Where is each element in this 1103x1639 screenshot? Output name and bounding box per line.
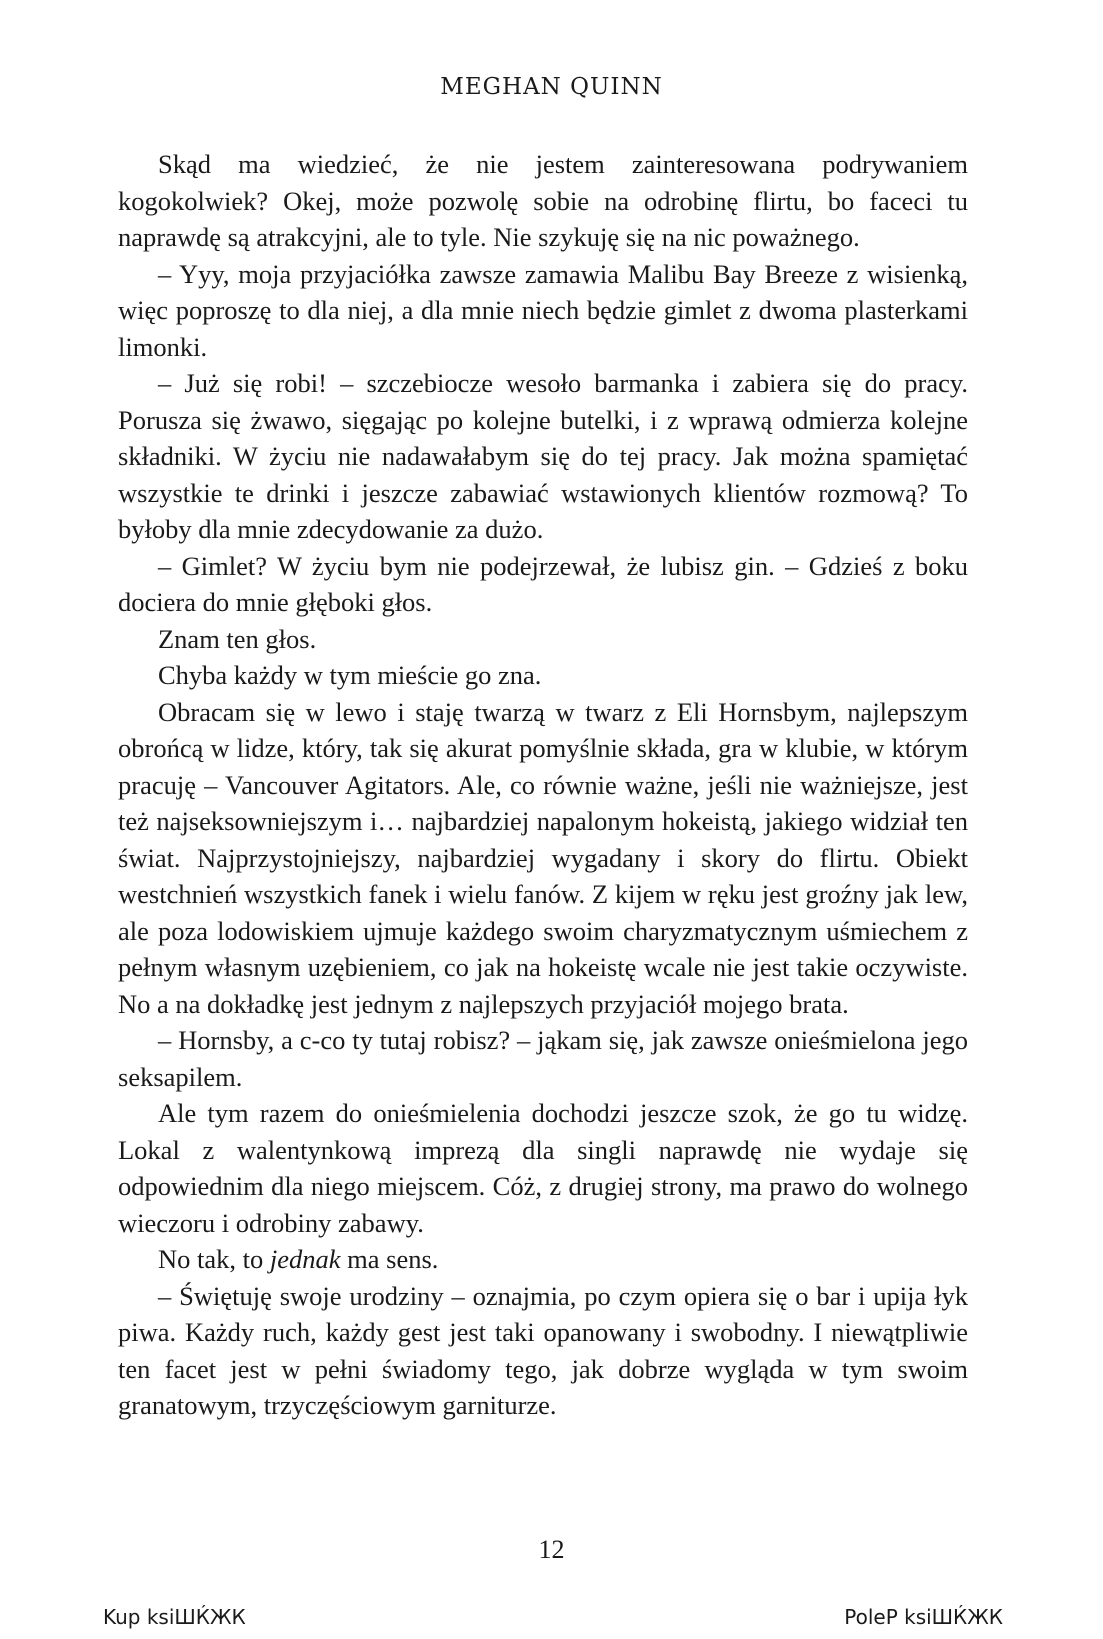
paragraph: – Już się robi! – szczebiocze wesoło barmanka i zabiera się do pracy. Porusza się żwawo, sięgając po kolejne butelki, i z wprawą odmierza kolejne składniki. W życiu nie nadawałabym się do tej pracy. Jak można spamiętać wszystkie te drinki i jeszcze zabawiać wstawionych klientów rozmową? To byłoby dla mnie zdecydowanie za dużo.	[118, 368, 968, 544]
page-number: 12	[538, 1535, 565, 1564]
paragraph-text: No tak, to	[158, 1244, 270, 1274]
paragraph: Ale tym razem do onieśmielenia dochodzi jeszcze szok, że go tu widzę. Lokal z walentynkową imprezą dla singli naprawdę nie wydaje się odpowiednim dla niego miejscem. Cóż, z drugiej strony, ma prawo do wolnego wieczoru i odrobiny zabawy.	[118, 1098, 968, 1238]
paragraph: – Świętuję swoje urodziny – oznajmia, po czym opiera się o bar i upija łyk piwa. Każdy ruch, każdy gest jest taki opanowany i swobodny. I niewątpliwie ten facet jest w pełni świadomy tego, jak dobrze wygląda w tym swoim granatowym, trzyczęściowym garniturze.	[118, 1280, 968, 1420]
paragraph: Chyba każdy w tym mieście go zna.	[158, 660, 542, 690]
paragraph: Skąd ma wiedzieć, że nie jestem zainteresowana podrywaniem kogokolwiek? Okej, może pozwolę sobie na odrobinę flirtu, bo faceci tu naprawdę są atrakcyjni, ale to tyle. Nie szykuję się na nic poważnego.	[118, 149, 968, 252]
running-header: MEGHAN QUINN	[440, 74, 663, 100]
paragraph: Znam ten głos.	[158, 623, 317, 654]
footer-recommend-link[interactable]: PoleР ksiШЌЖК	[844, 1605, 1003, 1629]
emphasis-text: jednak	[269, 1244, 341, 1274]
paragraph: – Yyy, moja przyjaciółka zawsze zamawia Malibu Bay Breeze z wisienką, więc poproszę to dla niej, a dla mnie niech będzie gimlet z dwoma plasterkami limonki.	[118, 258, 968, 362]
paragraph-text: ma sens.	[340, 1244, 439, 1274]
paragraph: – Gimlet? W życiu bym nie podejrzewał, że lubisz gin. – Gdzieś z boku dociera do mnie głęboki głos.	[118, 550, 968, 617]
body-text	[118, 146, 968, 1424]
footer-buy-link[interactable]: Kup ksiШЌЖК	[103, 1605, 246, 1629]
paragraph	[118, 1241, 968, 1278]
paragraph: Obracam się w lewo i staję twarzą w twarz z Eli Hornsbym, najlepszym obrońcą w lidze, który, tak się akurat pomyślnie składa, gra w klubie, w którym pracuję – Vancouver Agitators. Ale, co równie ważne, jeśli nie ważniejsze, jest też najseksowniejszym i… najbardziej napalonym hokeistą, jakiego widział ten świat. Najprzystojniejszy, najbardziej wygadany i skory do flirtu. Obiekt westchnień wszystkich fanek i wielu fanów. Z kijem w ręku jest groźny jak lew, ale poza lodowiskiem ujmuje każdego swoim charyzmatycznym uśmiechem z pełnym własnym uzębieniem, co jak na hokeistę wcale nie jest takie oczywiste. No a na dokładkę jest jednym z najlepszych przyjaciół mojego brata.	[118, 696, 968, 1019]
paragraph: – Hornsby, a c-co ty tutaj robisz? – jąkam się, jak zawsze onieśmielona jego seksapilem.	[118, 1025, 968, 1092]
